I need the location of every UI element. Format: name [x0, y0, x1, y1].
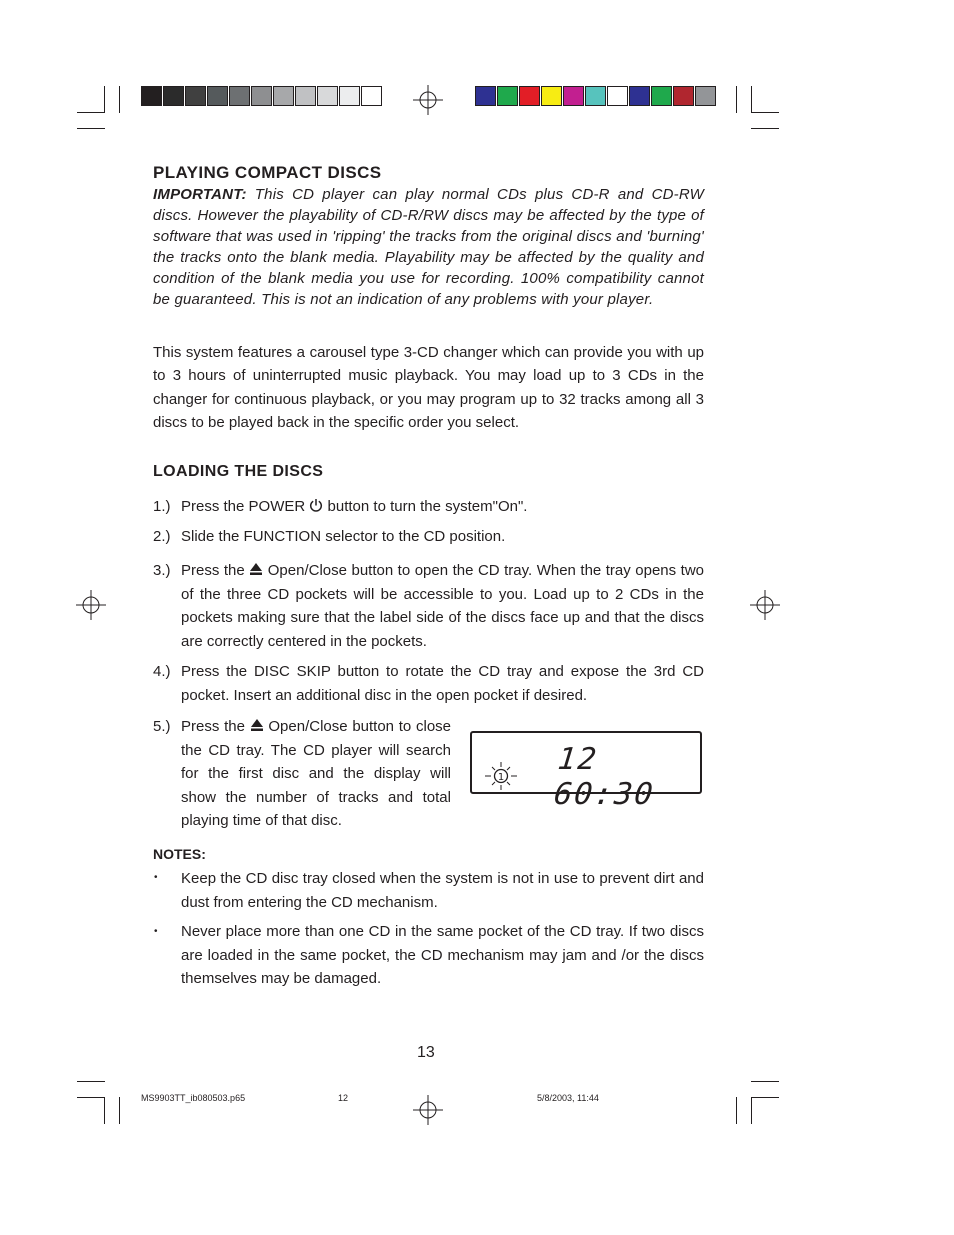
- color-swatch: [651, 86, 672, 106]
- footer-filename: MS9903TT_ib080503.p65: [141, 1093, 246, 1103]
- registration-mark-icon: [750, 590, 780, 620]
- lcd-display: [470, 731, 702, 812]
- footer-page: 12: [338, 1093, 349, 1103]
- step-3: [181, 559, 704, 653]
- important-notice: [153, 184, 704, 310]
- color-swatch: [295, 86, 316, 106]
- notes-label: NOTES:: [153, 846, 206, 862]
- crop-mark: [751, 128, 779, 129]
- lcd-readout: 12 60:30: [552, 742, 657, 812]
- step-5: [181, 715, 451, 833]
- note-item: Keep the CD disc tray closed when the system is not in use to prevent dirt and dust from entering the CD mechanism.: [181, 870, 704, 911]
- step-text: Open/Close button to open the CD tray. When the tray opens two of the three CD pockets will be accessible to you. Load up to 2 CDs in the pockets making sure that the label side of the discs face up and that the discs are correctly centered in the pockets.: [181, 562, 705, 650]
- step-number: 5.): [153, 718, 171, 735]
- power-icon: [309, 498, 323, 513]
- color-swatch: [251, 86, 272, 106]
- color-swatch: [563, 86, 584, 106]
- bullet-icon: •: [154, 872, 158, 883]
- color-swatch: [629, 86, 650, 106]
- crop-mark: [119, 86, 120, 113]
- color-swatch: [273, 86, 294, 106]
- crop-mark: [736, 86, 737, 113]
- crop-mark: [751, 1097, 779, 1098]
- svg-text:1: 1: [497, 772, 505, 783]
- color-swatch: [475, 86, 496, 106]
- disc-blink-icon: [484, 761, 518, 791]
- color-swatch: [541, 86, 562, 106]
- registration-mark-icon: [413, 85, 443, 115]
- step-text: Open/Close button to close the CD tray. The CD player will search for the first disc and the display will show the number of tracks and total playing time of that disc.: [181, 718, 451, 829]
- important-text: This CD player can play normal CDs plus CD-R and CD-RW discs. However the playability of CD-R/RW discs may be affected by the type of software that was used in 'ripping' the tracks from the original discs and 'burning' the tracks onto the blank media. Playability may be affected by the quality and condition of the blank media you use for recording. 100% compatibility cannot be guaranteed. This is not an indication of any problems with your player.: [153, 186, 704, 308]
- color-swatch: [361, 86, 382, 106]
- color-swatch: [497, 86, 518, 106]
- color-swatch: [695, 86, 716, 106]
- eject-icon: [249, 562, 263, 576]
- bullet-icon: •: [154, 926, 158, 937]
- note-item: Never place more than one CD in the same pocket of the CD tray. If two discs are loaded in the same pocket, the CD mechanism may jam and /or the discs themselves may be damaged.: [181, 923, 704, 987]
- registration-mark-icon: [76, 590, 106, 620]
- color-bar: [475, 86, 717, 106]
- color-swatch: [229, 86, 250, 106]
- crop-mark: [77, 112, 105, 113]
- crop-mark: [751, 86, 752, 113]
- intro-paragraph: This system features a carousel type 3-CD changer which can provide you with up to 3 hours of uninterrupted music playback. You may load up to 3 CDs in the changer for continuous playback, or you may program up to 32 tracks among all 3 discs to be played back in the specific order you select.: [153, 344, 704, 431]
- step-number: 3.): [153, 562, 171, 579]
- color-swatch: [207, 86, 228, 106]
- step-number: 1.): [153, 498, 171, 515]
- crop-mark: [104, 1097, 105, 1124]
- crop-mark: [751, 1097, 752, 1124]
- crop-mark: [119, 1097, 120, 1124]
- step-text: button to turn the system"On".: [323, 498, 528, 515]
- section-title-playing: PLAYING COMPACT DISCS: [153, 163, 382, 182]
- color-swatch: [607, 86, 628, 106]
- registration-mark-icon: [413, 1095, 443, 1125]
- color-swatch: [141, 86, 162, 106]
- step-number: 4.): [153, 663, 171, 680]
- eject-icon: [250, 718, 264, 732]
- color-swatch: [163, 86, 184, 106]
- important-label: IMPORTANT:: [153, 186, 247, 203]
- step-4: Press the DISC SKIP button to rotate the CD tray and expose the 3rd CD pocket. Insert an additional disc in the open pocket if desired.: [181, 663, 704, 704]
- crop-mark: [104, 86, 105, 113]
- step-1: [181, 495, 704, 519]
- step-text: Press the POWER: [181, 498, 310, 515]
- crop-mark: [77, 1081, 105, 1082]
- grayscale-bar: [141, 86, 383, 106]
- crop-mark: [77, 128, 105, 129]
- page-number: 13: [417, 1044, 435, 1061]
- section-title-loading: LOADING THE DISCS: [153, 463, 324, 480]
- color-swatch: [585, 86, 606, 106]
- footer-date: 5/8/2003, 11:44: [537, 1093, 599, 1103]
- step-text: Press the: [181, 718, 250, 735]
- step-text: Press the: [181, 562, 250, 579]
- crop-mark: [751, 112, 779, 113]
- crop-mark: [751, 1081, 779, 1082]
- step-2: Slide the FUNCTION selector to the CD position.: [181, 528, 506, 545]
- color-swatch: [673, 86, 694, 106]
- color-swatch: [519, 86, 540, 106]
- color-swatch: [339, 86, 360, 106]
- step-number: 2.): [153, 528, 171, 545]
- crop-mark: [77, 1097, 105, 1098]
- color-swatch: [317, 86, 338, 106]
- color-swatch: [185, 86, 206, 106]
- crop-mark: [736, 1097, 737, 1124]
